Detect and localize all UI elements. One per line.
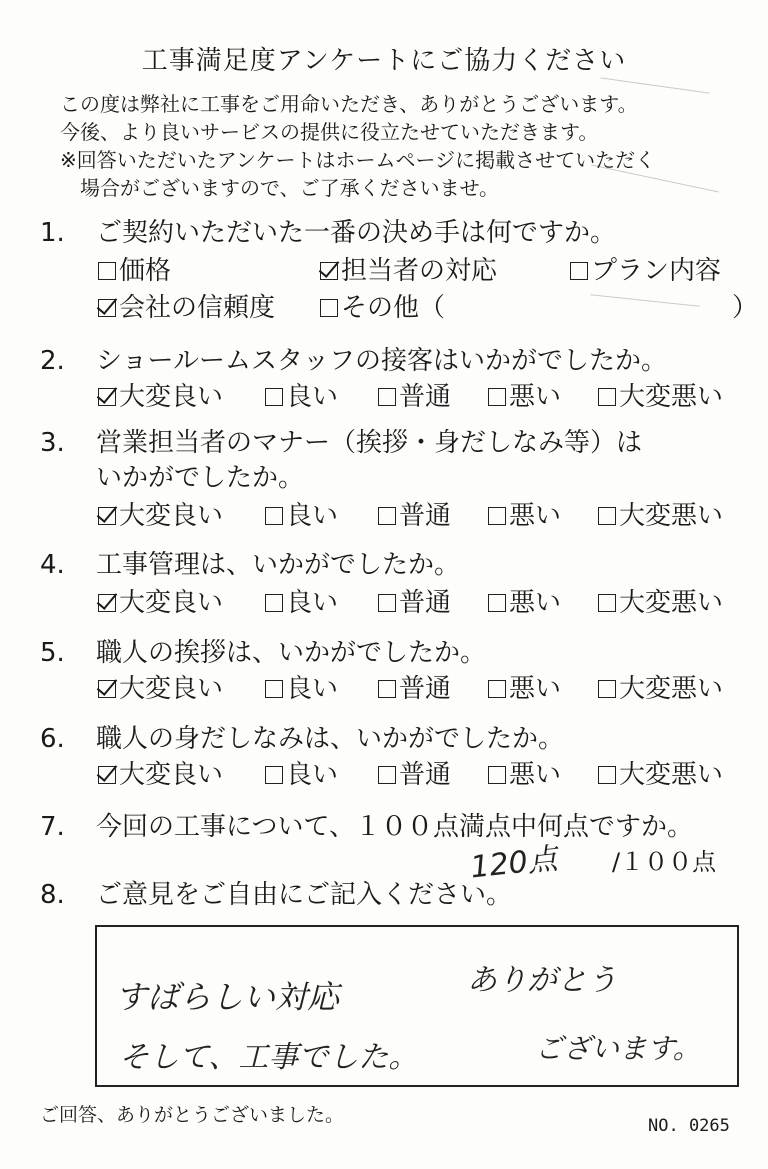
rating-label: 大変悪い	[619, 501, 724, 531]
comment-line-2b: ございます。	[535, 1032, 701, 1065]
rating-label: 大変良い	[119, 674, 224, 704]
checkbox[interactable]	[598, 388, 616, 406]
rating-label: 悪い	[509, 674, 562, 704]
q1-option-staff[interactable]: 担当者の対応	[320, 250, 497, 287]
rating-option[interactable]	[598, 376, 723, 413]
rating-option[interactable]	[98, 582, 223, 619]
rating-label: 良い	[286, 760, 339, 790]
checkbox-checked[interactable]	[98, 594, 116, 612]
score-handwritten[interactable]: 120点	[468, 841, 560, 886]
rating-label: 大変悪い	[619, 382, 724, 412]
checkbox[interactable]	[488, 680, 506, 698]
question-3: 3. 営業担当者のマナー（挨拶・身だしなみ等）は	[40, 428, 643, 458]
rating-option[interactable]	[378, 376, 451, 413]
checkbox[interactable]	[598, 594, 616, 612]
rating-option[interactable]	[488, 582, 561, 619]
q1-option-trust[interactable]: 会社の信頼度	[98, 287, 275, 324]
checkbox[interactable]	[265, 507, 283, 525]
checkbox[interactable]	[488, 507, 506, 525]
checkbox[interactable]	[488, 766, 506, 784]
rating-option[interactable]	[265, 668, 338, 705]
rating-option[interactable]	[488, 376, 561, 413]
rating-label: 普通	[399, 588, 452, 618]
checkbox[interactable]	[488, 388, 506, 406]
rating-label: 普通	[399, 760, 452, 790]
rating-label: 大変良い	[119, 760, 224, 790]
rating-label: 普通	[399, 501, 452, 531]
rating-label: 悪い	[509, 588, 562, 618]
rating-label: 大変良い	[119, 382, 224, 412]
rating-option[interactable]	[265, 582, 338, 619]
q1-option-other[interactable]: その他（	[320, 287, 445, 324]
footer-thanks: ご回答、ありがとうございました。	[40, 1104, 345, 1126]
rating-option[interactable]	[378, 668, 451, 705]
question-text: ご契約いただいた一番の決め手は何ですか。	[96, 218, 617, 248]
question-3-line-2: いかがでしたか。	[96, 463, 305, 493]
comment-box[interactable]	[95, 925, 739, 1087]
rating-label: 悪い	[509, 501, 562, 531]
rating-option[interactable]	[378, 754, 451, 791]
rating-option[interactable]	[378, 582, 451, 619]
question-1	[40, 212, 616, 249]
intro-line-1: この度は弊社に工事をご用命いただき、ありがとうございます。	[60, 92, 638, 116]
rating-label: 大変悪い	[619, 760, 724, 790]
checkbox[interactable]	[320, 299, 338, 317]
rating-label: 悪い	[509, 382, 562, 412]
comment-line-1b: ありがとう	[467, 963, 617, 998]
rating-label: 大変良い	[119, 588, 224, 618]
rating-label: 良い	[286, 382, 339, 412]
rating-label: 良い	[286, 501, 339, 531]
score-suffix: /１００点	[612, 848, 717, 876]
rating-option[interactable]	[488, 495, 561, 532]
rating-option[interactable]	[265, 495, 338, 532]
rating-option[interactable]	[98, 495, 223, 532]
q1-option-price[interactable]: 価格	[98, 250, 171, 287]
rating-option[interactable]	[598, 495, 723, 532]
rating-option[interactable]	[98, 754, 223, 791]
comment-line-1a: すばらしい対応	[115, 978, 340, 1016]
rating-option[interactable]	[598, 582, 723, 619]
intro-line-2: 今後、より良いサービスの提供に役立たせていただきます。	[60, 120, 599, 144]
checkbox[interactable]	[98, 262, 116, 280]
survey-title: 工事満足度アンケートにご協力ください	[141, 46, 627, 76]
question-8: 8. ご意見をご自由にご記入ください。	[40, 880, 513, 910]
question-7: 7. 今回の工事について、１００点満点中何点ですか。	[40, 812, 693, 842]
rating-option[interactable]	[488, 668, 561, 705]
rating-label: 大変悪い	[619, 674, 724, 704]
question-2: 2. ショールームスタッフの接客はいかがでしたか。	[40, 346, 667, 376]
rating-label: 悪い	[509, 760, 562, 790]
checkbox[interactable]	[378, 507, 396, 525]
checkbox[interactable]	[378, 594, 396, 612]
checkbox-checked[interactable]	[98, 299, 116, 317]
checkbox[interactable]	[378, 680, 396, 698]
rating-option[interactable]	[598, 668, 723, 705]
checkbox[interactable]	[488, 594, 506, 612]
rating-option[interactable]	[265, 376, 338, 413]
rating-option[interactable]	[488, 754, 561, 791]
question-5: 5. 職人の挨拶は、いかがでしたか。	[40, 638, 487, 668]
checkbox[interactable]	[598, 507, 616, 525]
checkbox-checked[interactable]	[98, 507, 116, 525]
rating-label: 大変良い	[119, 501, 224, 531]
checkbox-checked[interactable]	[98, 680, 116, 698]
rating-option[interactable]	[98, 668, 223, 705]
rating-label: 普通	[399, 382, 452, 412]
checkbox-checked[interactable]	[98, 388, 116, 406]
intro-line-3: ※回答いただいたアンケートはホームページに掲載させていただく	[60, 148, 656, 172]
rating-option[interactable]	[598, 754, 723, 791]
checkbox[interactable]	[598, 766, 616, 784]
rating-option[interactable]	[378, 495, 451, 532]
checkbox-checked[interactable]	[320, 262, 338, 280]
checkbox[interactable]	[265, 680, 283, 698]
checkbox[interactable]	[265, 766, 283, 784]
checkbox[interactable]	[378, 388, 396, 406]
checkbox-checked[interactable]	[98, 766, 116, 784]
question-4: 4. 工事管理は、いかがでしたか。	[40, 550, 461, 580]
serial-number: NO. 0265	[648, 1116, 730, 1136]
rating-option[interactable]	[265, 754, 338, 791]
q1-option-plan[interactable]: プラン内容	[570, 250, 721, 287]
checkbox[interactable]	[598, 680, 616, 698]
checkbox[interactable]	[265, 594, 283, 612]
q1-other-close: ）	[732, 293, 759, 323]
rating-label: 良い	[286, 588, 339, 618]
rating-option[interactable]	[98, 376, 223, 413]
rating-label: 普通	[399, 674, 452, 704]
intro-line-4: 場合がございますので、ご了承くださいませ。	[60, 176, 499, 200]
checkbox[interactable]	[265, 388, 283, 406]
rating-label: 良い	[286, 674, 339, 704]
comment-line-2a: そして、工事でした。	[119, 1040, 419, 1075]
checkbox[interactable]	[570, 262, 588, 280]
question-6: 6. 職人の身だしなみは、いかがでしたか。	[40, 724, 565, 754]
rating-label: 大変悪い	[619, 588, 724, 618]
question-number: 1.	[40, 218, 65, 248]
checkbox[interactable]	[378, 766, 396, 784]
